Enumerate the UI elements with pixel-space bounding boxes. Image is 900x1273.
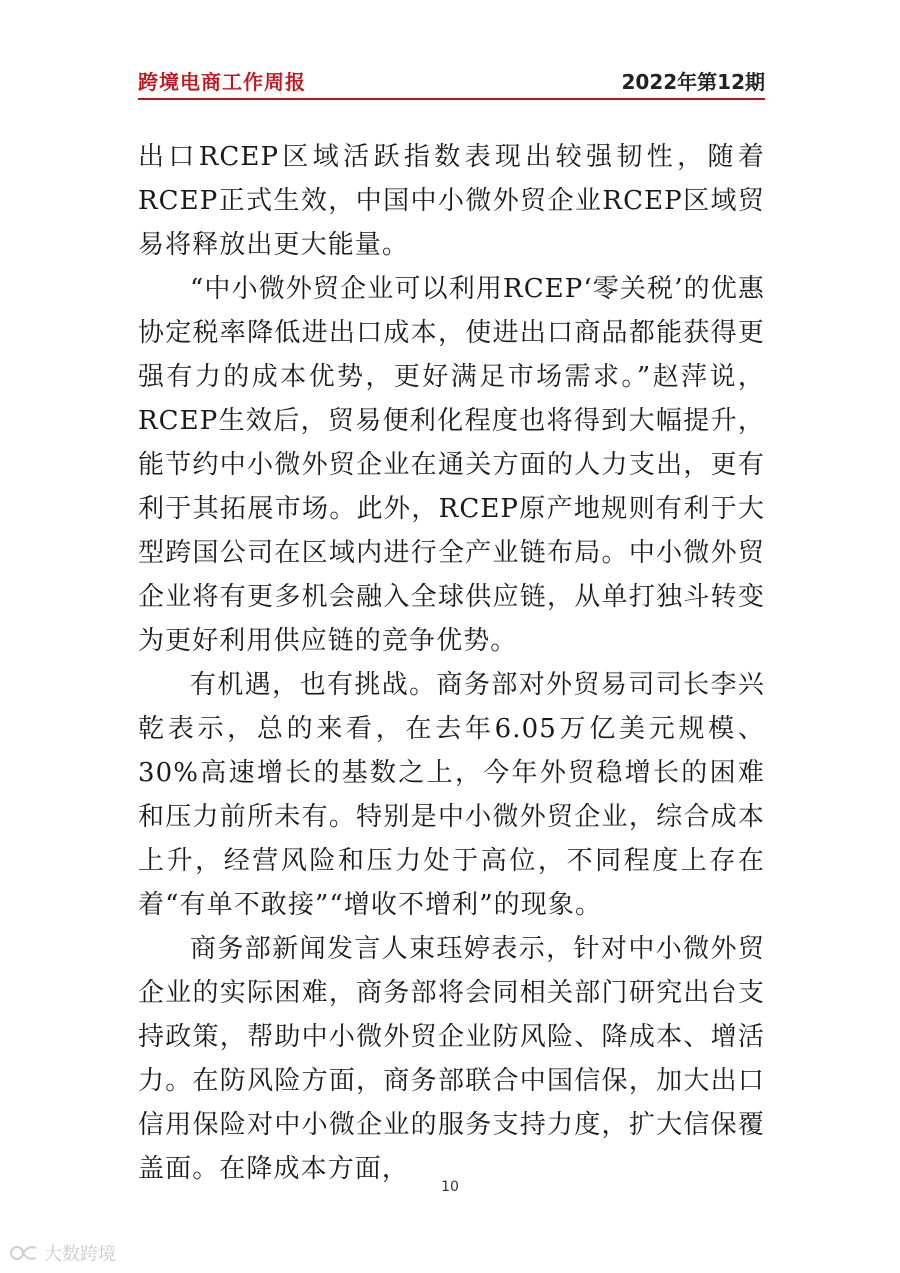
- document-header: [138, 60, 765, 100]
- paragraph-2: “中小微外贸企业可以利用RCEP‘零关税’的优惠协定税率降低进出口成本，使进出口商品都能获得更强有力的成本优势，更好满足市场需求。”赵萍说，RCEP生效后，贸易便利化程度也将得到大幅提升，能节约中小微外贸企业在通关方面的人力支出，更有利于其拓展市场。此外，RCEP原产地规则有利于大型跨国公司在区域内进行全产业链布局。中小微外贸企业将有更多机会融入全球供应链，从单打独斗转变为更好利用供应链的竞争优势。: [138, 274, 765, 656]
- article-body: [138, 135, 765, 1191]
- watermark-text: 大数跨境: [44, 1244, 116, 1265]
- watermark: [10, 1240, 116, 1266]
- logo-icon: [10, 1244, 38, 1262]
- page-number: 10: [441, 1179, 459, 1195]
- paragraph-3: 有机遇，也有挑战。商务部对外贸易司司长李兴乾表示，总的来看，在去年6.05万亿美元规模、30%高速增长的基数之上，今年外贸稳增长的困难和压力前所未有。特别是中小微外贸企业，综合成本上升，经营风险和压力处于高位，不同程度上存在着“有单不敢接”“增收不增利”的现象。: [138, 670, 765, 920]
- issue-number: 2022年第12期: [621, 70, 765, 94]
- paragraph-4: 商务部新闻发言人束珏婷表示，针对中小微外贸企业的实际困难，商务部将会同相关部门研究出台支持政策，帮助中小微外贸企业防风险、降成本、增活力。在防风险方面，商务部联合中国信保，加大出口信用保险对中小微企业的服务支持力度，扩大信保覆盖面。在降成本方面，: [138, 934, 765, 1184]
- publication-title: 跨境电商工作周报: [138, 70, 306, 94]
- paragraph-1: 出口RCEP区域活跃指数表现出较强韧性，随着RCEP正式生效，中国中小微外贸企业RCEP区域贸易将释放出更大能量。: [138, 142, 765, 260]
